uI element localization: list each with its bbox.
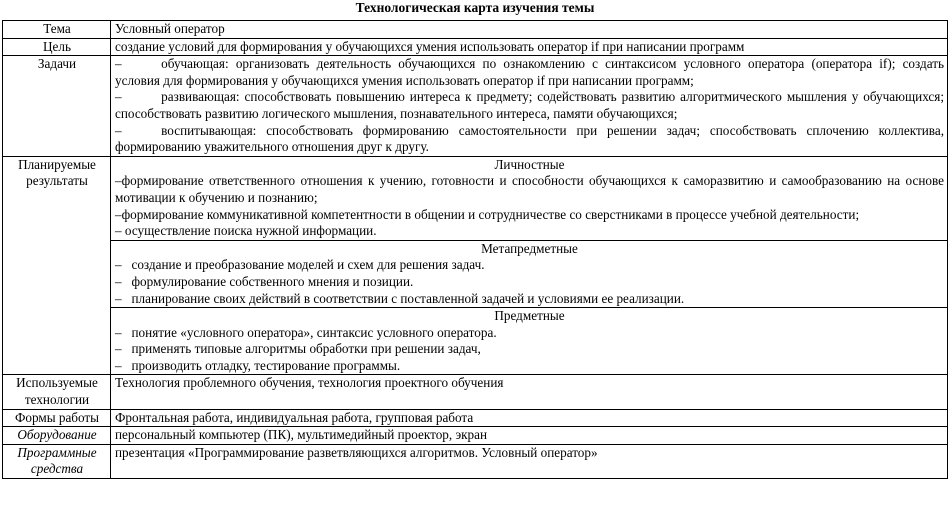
result-item: – формулирование собственного мнения и позиции. [115,273,414,289]
task-item: – развивающая: способствовать повышению интереса к предмету; содействовать развитию алгоритмического мышления у обучающихся; способствовать развитию логического мышления, познавательного интереса, памяти обучающихся; [115,89,944,121]
results-subject [111,308,948,375]
result-item: – понятие «условного оператора», синтаксис условного оператора. [115,324,497,340]
row-equipment [3,427,948,445]
row-tasks [3,56,948,157]
result-item: – создание и преобразование моделей и схем для решения задач. [115,257,485,273]
label-results: Планируемые результаты [3,156,111,375]
document-title: Технологическая карта изучения темы [355,0,595,15]
label-software: Программные средства [3,444,111,478]
label-goal: Цель [3,38,111,56]
row-topic [3,21,948,39]
row-results-personal [3,156,948,240]
label-technologies: Используемые технологии [3,375,111,409]
value-goal: создание условий для формирования у обучающихся умения использовать оператор if при написании программ [111,38,948,56]
tech-card-table [2,20,948,479]
results-subject-heading: Предметные [494,308,565,324]
value-technologies: Технология проблемного обучения, технология проектного обучения [111,375,948,409]
result-item: – осуществление поиска нужной информации. [115,223,377,239]
row-results-meta [3,240,948,307]
task-item: – воспитывающая: способствовать формированию самостоятельности при решении задач; способствовать сплочению коллектива, формированию уважительного отношения друг к другу. [115,122,944,155]
results-personal [111,156,948,240]
results-meta [111,240,948,307]
row-software [3,444,948,478]
label-topic: Тема [3,21,111,39]
row-goal [3,38,948,56]
result-item: – производить отладку, тестирование программы. [115,357,401,373]
row-work-forms [3,409,948,427]
result-item: – применять типовые алгоритмы обработки при решении задач, [115,341,481,357]
row-technologies [3,375,948,409]
label-tasks: Задачи [3,56,111,157]
results-meta-heading: Метапредметные [481,240,578,256]
task-item: – обучающая: организовать деятельность обучающихся по ознакомлению с синтаксисом условного оператора (оператора if); создать условия для формирования у обучающихся умения использовать оператор if при написании программ; [115,56,944,88]
value-tasks [111,56,948,157]
value-software: презентация «Программирование разветвляющихся алгоритмов. Условный оператор» [111,444,948,478]
result-item: –формирование ответственного отношения к учению, готовности и способности обучающихся к саморазвитию и самообразованию на основе мотивации к обучению и познанию; [115,173,944,205]
row-results-subject [3,308,948,375]
label-work-forms: Формы работы [3,409,111,427]
value-work-forms: Фронтальная работа, индивидуальная работа, групповая работа [111,409,948,427]
value-equipment: персональный компьютер (ПК), мультимедийный проектор, экран [111,427,948,445]
result-item: – планирование своих действий в соответствии с поставленной задачей и условиями ее реализации. [115,290,685,306]
results-personal-heading: Личностные [494,156,565,172]
value-topic: Условный оператор [111,21,948,39]
result-item: –формирование коммуникативной компетентности в общении и сотрудничестве со сверстниками в процессе учебной деятельности; [115,206,860,222]
label-equipment: Оборудование [3,427,111,445]
